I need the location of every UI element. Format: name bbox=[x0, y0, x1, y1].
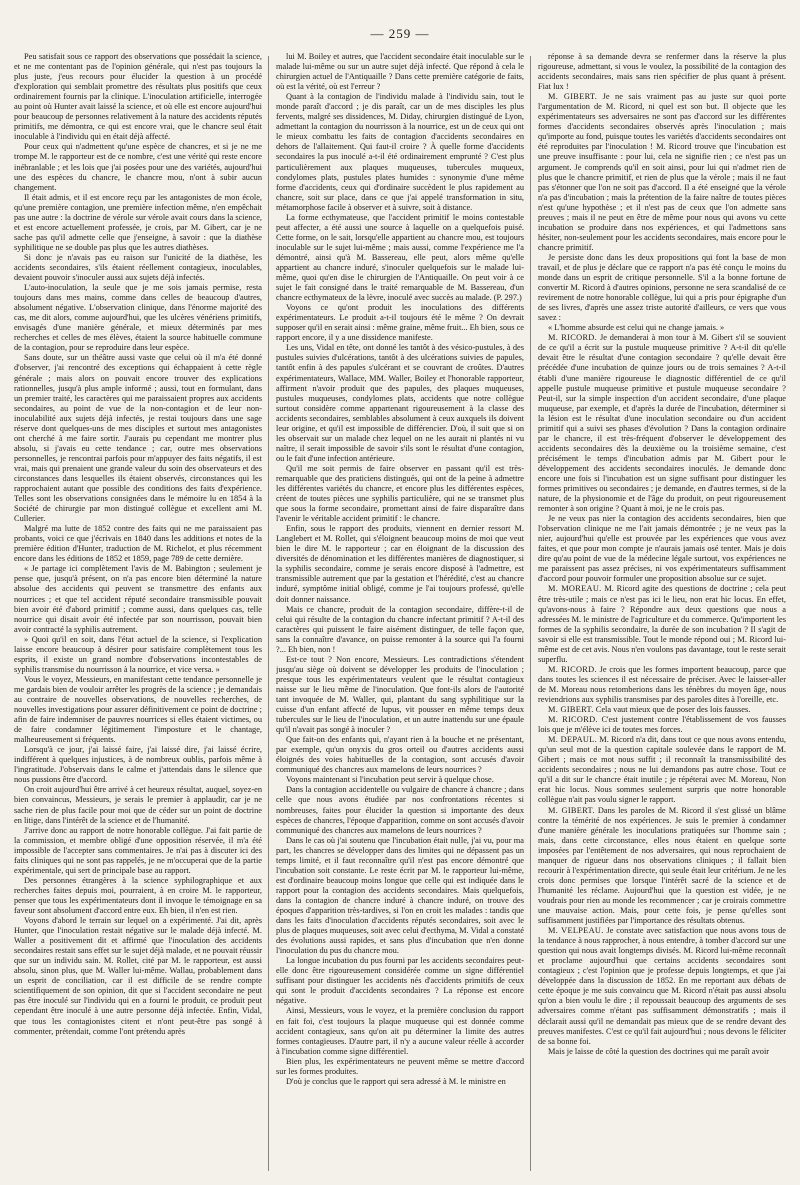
speech-text: Je constate avec satisfaction que nous avons tous de la tendance à nous rapprocher, à nous entendre, à tomber d'accord sur une question qui nous avait longtemps divisés. M. Ricord lui-même reconnaît et proclame aujourd'hui que certains accidents secondaires sont contagieux ; c'est l'opinion que je professe depuis longtemps, et que j'ai développée dans la discussion de 1852. En me reportant aux débats de cette époque je me suis convaincu que M. Ricord n'était pas aussi absolu qu'on a bien voulu le dire ; il repoussait beaucoup des arguments de ses adversaires comme n'étant pas suffisamment démonstratifs ; mais il déclarait aussi qu'il ne demandait pas mieux que de se rendre devant des preuves manifestes. C'est ce qu'il fait aujourd'hui ; nous devons le féliciter de sa bonne foi. bbox=[538, 926, 786, 1046]
middle-column bbox=[276, 52, 524, 1177]
dialogue-paragraph bbox=[538, 735, 786, 805]
dialogue-paragraph bbox=[538, 333, 786, 514]
paragraph: Des personnes étrangères à la science syphilographique et aux recherches faites depuis moi, pourraient, à en croire M. le rapporteur, penser que tous les expérimentateurs dont il invoque le témoignage en sa faveur sont absolument d'accord entre eux. Eh bien, il n'en est rien. bbox=[14, 875, 262, 915]
speaker-name: M. GIBERT. bbox=[548, 92, 598, 102]
speech-text: Je ne veux pas nier la contagion des accidents secondaires, bien que l'observation clinique ne me l'ait jamais démontrée ; je ne veux pas la nier, aujourd'hui qu'elle est prouvée par les expériences que vous avez faites, et que pour mon compte je n'aurais jamais osé tenter. Mais je dois dire qu'au point de vue de la médecine légale surtout, vos expériences ne me paraissent pas assez précises, ni vos expérimentateurs suffisamment d'accord pour pouvoir formuler une proposition absolue sur ce sujet. bbox=[538, 514, 786, 584]
left-column bbox=[14, 52, 262, 1177]
dialogue-paragraph bbox=[538, 665, 786, 705]
paragraph: Dans le cas où j'ai soutenu que l'incubation était nulle, j'ai vu, pour ma part, les chancres se développer dans des limites qui ne dépassent pas un temps limité, et il faut reconnaître qu'il n'est pas encore démontré que l'incubation soit constante. Le reste écrit par M. le rapporteur lui-même, est d'ordinaire beaucoup moins longue que celle qui est indiquée dans le rapport pour la contagion des accidents secondaires. Mais quelquefois, dans la contagion de chancre induré à chancre induré, on trouve des époques d'apparition très-tardives, si l'on en croit les malades : tandis que dans les faits d'inoculation d'accidents réputés secondaires, soit avec le plus de plaques muqueuses, soit avec celui d'ecthyma, M. Vidal a constaté des évolutions aussi rapides, et sans plus d'incubation que n'en donne l'inoculation du pus du chancre mou. bbox=[276, 835, 524, 956]
paragraph: J'arrive donc au rapport de notre honorable collègue. J'ai fait partie de la commission, et membre obligé d'une opposition réservée, il m'a été impossible de l'accepter sans commentaires. Je n'ai pas à discuter ici des faits cliniques qui ne sont pas rappelés, je ne m'occuperai que de la partie expérimentale, qui sert de principale base au rapport. bbox=[14, 825, 262, 875]
paragraph: Pour ceux qui n'admettent qu'une espèce de chancres, et si je ne me trompe M. le rapporteur est de ce nombre, c'est une vérité qui reste encore inébranlable ; et les lois que j'ai posées pour une des variétés, aujourd'hui une des espèces du chancre, le chancre mou, n'ont à subir aucun changement. bbox=[14, 142, 262, 192]
paragraph: Enfin, sous le rapport des produits, viennent en dernier ressort M. Langlebert et M. Rollet, qui s'éloignent beaucoup moins de moi que veut bien le dire M. le rapporteur ; car en éloignant de la discussion des diversités de dénomination et les différentes manières de diagnostiquer, si la syphilis secondaire, comme je serais encore disposé à l'admettre, est transmissible autrement que par la gestation et l'hérédité, c'est au chancre induré, symptôme initial obligé, comme je l'ai toujours professé, qu'elle doit donner naissance. bbox=[276, 524, 524, 604]
speech-text: Dans les paroles de M. Ricord il s'est glissé un blâme contre la témérité de nos expériences. Je suis le premier à condamner d'une manière générale les inoculations pratiquées sur l'homme sain ; mais, dans cette circonstance, elles nous étaient en quelque sorte imposées par l'entêtement de nos adversaires, qui nous reprochaient de manquer de rigueur dans nos observations cliniques ; il fallait bien recourir à l'expérimentation directe, qui seule était leur critérium. Je ne les crois donc permises que lorsque l'intérêt sacré de la science et de l'humanité les réclame. Aujourd'hui que la question est vidée, je ne voudrais pour rien au monde les recommencer ; car je croirais commettre une mauvaise action. Mais, pour cette fois, je pense qu'elles sont suffisamment justifiées par l'importance des résultats obtenus. bbox=[538, 805, 786, 926]
paragraph: Les uns, Vidal en tête, ont donné les tantôt à des vésico-pustules, à des pustules suivies d'ulcérations, tantôt à des ulcérations suivies de papules, tantôt enfin à des papules s'ulcérant et se couvrant de croûtes. D'autres expérimentateurs, Wallace, MM. Waller, Boiley et l'honorable rapporteur, affirment n'avoir produit que des papules, des plaques muqueuses, pustules muqueuses, condylomes plats, accidents que notre collègue surtout considère comme appartenant rigoureusement à la classe des accidents secondaires, semblables absolument à ceux auxquels ils doivent leur origine, et qu'il est impossible de différencier. D'où, il suit que si on les observait sur un malade chez lequel on ne les aurait ni plantés ni vu naître, il serait impossible de savoir s'ils sont le résultat d'une contagion, ou le fait d'une infection antérieure. bbox=[276, 343, 524, 463]
paragraph: Qu'il me soit permis de faire observer en passant qu'il est très-remarquable que des praticiens distingués, qui ont de la peine à admettre les différentes variétés du chancre, et encore plus les différentes espèces, créent de toutes pièces une syphilis particulière, qui ne se transmet plus que sous la forme secondaire, promettant ainsi de faire disparaître dans l'avenir le véritable accident primitif : le chancre. bbox=[276, 463, 524, 524]
paragraph: Peu satisfait sous ce rapport des observations que possédait la science, et ne me contentant pas de l'opinion générale, qui n'est pas toujours la plus juste, j'eus recours pour élucider la question à un procédé d'exploration qui semblait promettre des résultats plus positifs que ceux ordinairement fournis par la clinique. L'inoculation artificielle, interrogée au point où Hunter avait laissé la science, et où elle est encore aujourd'hui pour beaucoup de personnes relativement à la nature des accidents réputés primitifs, me démontra, ce qui est encore vrai, que le chancre seul était inoculable à l'individu qui en était déjà affecté. bbox=[14, 52, 262, 142]
dialogue-paragraph bbox=[538, 514, 786, 584]
paragraph: L'auto-inoculation, la seule que je me sois jamais permise, resta toujours dans mes mains, comme dans celles de beaucoup d'autres, absolument négative. L'observation clinique, dans l'énorme majorité des cas, me dit alors, comme aujourd'hui, que les ulcères vénériens primitifs, envisagés d'une manière générale, et mieux déterminés par mes recherches et celles de mes élèves, étaient la source habituelle commune de la contagion, pour se reproduire dans leur espèce. bbox=[14, 283, 262, 353]
paragraph: Il était admis, et il est encore reçu par les antagonistes de mon école, qu'une première contagion, une première infection même, n'en empêchait pas une autre : la doctrine de vérole sur vérole avait cours dans la science, et est encore actuellement professée, je crois, par M. Gibert, car je ne sache pas qu'il admette celle que j'enseigne, à savoir : que la diathèse syphilitique ne se double pas plus que les autres diathèses. bbox=[14, 192, 262, 252]
paragraph: Mais ce chancre, produit de la contagion secondaire, diffère-t-il de celui qui résulte de la contagion du chancre infectant primitif ? A-t-il des caractères qui puissent le faire aisément distinguer, de telle façon que, sans la connaître d'avance, on puisse remonter à la source qui l'a fourni ?... Eh bien, non ! bbox=[276, 604, 524, 654]
dialogue-paragraph bbox=[538, 1047, 786, 1057]
speech-text: M. Ricord agite des questions de doctrine ; cela peut être très-utile ; mais ce n'est pas ici le lieu, non erat hic locus. En effet, qu'avons-nous à faire ? Répondre aux deux questions que nous a adressées M. le ministre de l'agriculture et du commerce. Qu'importent les formes de la syphilis secondaire, la durée de son incubation ? Il s'agit de savoir si elle est transmissible. Tout le monde répond oui ; M. Ricord lui-même est de cet avis. Nous n'en voulons pas davantage, tout le reste serait superflu. bbox=[538, 584, 786, 664]
speech-text: Je demanderai à mon tour à M. Gibert s'il se souvient de ce qu'il a écrit sur la pustule muqueuse primitive ? A-t-il dit qu'elle devait être le résultat d'une contagion secondaire ? qu'elle devait être précédée d'une incubation de quinze jours ou de trois semaines ? A-t-il établi d'une manière rigoureuse le diagnostic différentiel de ce qu'il appelle pustule muqueuse primitive et pustule muqueuse secondaire ? Peut-il, sur la simple inspection d'un accident secondaire, d'une plaque muqueuse, par exemple, et d'après la durée de l'incubation, déterminer si la lésion est le résultat d'une inoculation secondaire ou d'un accident primitif qui a suivi ses phases d'évolution ? Dans la contagion ordinaire par le chancre, il est très-fréquent d'observer le développement des accidents secondaires dès la deuxième ou la troisième semaine, c'est précisément le temps d'incubation admis par M. Gibert pour le développement des accidents secondaires inoculés. Je demande donc encore une fois si l'incubation est un signe suffisant pour distinguer les formes primitives ou secondaires ; je demande, en d'autres termes, si de la nature, de la physionomie et de l'âge du produit, on peut rigoureusement remonter à son origine ? Quant à moi, je ne le crois pas. bbox=[538, 333, 786, 514]
speech-text: Mais je laisse de côté la question des doctrines qui me paraît avoir bbox=[548, 1046, 770, 1056]
dialogue-paragraph bbox=[538, 705, 786, 715]
paragraph: La longue incubation du pus fourni par les accidents secondaires peut-elle donc être rigoureusement considérée comme un signe différentiel suffisant pour distinguer les accidents nés d'accidents primitifs de ceux qui sont le produit d'accidents secondaires ? La réponse est encore négative. bbox=[276, 956, 524, 1006]
speaker-name: M. GIBERT. bbox=[548, 705, 594, 715]
page-number: — 259 — bbox=[370, 26, 430, 41]
speech-text: C'est justement contre l'établissement de vos fausses lois que je m'élève ici de toutes mes forces. bbox=[538, 715, 786, 735]
speaker-name: M. GIBERT. bbox=[548, 805, 595, 815]
paragraph: Malgré ma lutte de 1852 contre des faits qui ne me paraissaient pas probants, voici ce que j'écrivais en 1840 dans les additions et notes de la première édition d'Hunter, traduction de M. Richelot, et plus récemment encore dans les éditions de 1852 et 1859, page 789 de cette dernière. bbox=[14, 524, 262, 564]
speech-text: Cela vaut mieux que de poser des lois fausses. bbox=[595, 705, 751, 715]
paragraph: On croit aujourd'hui être arrivé à cet heureux résultat, auquel, soyez-en bien convaincus, Messieurs, je serais le premier à applaudir, car je ne sache rien de plus facile pour moi que de céder sur un point de doctrine en litige, dans l'intérêt de la science et de l'humanité. bbox=[14, 785, 262, 825]
paragraph: réponse à sa demande devra se renfermer dans la réserve la plus rigoureuse, admettant, si vous le voulez, la possibilité de la contagion des accidents secondaires, mais sans rien spécifier de plus quant à présent. Fiat lux ! bbox=[538, 52, 786, 92]
speech-text: Je persiste donc dans les deux propositions qui font la base de mon travail, et de plus je déclare que ce rapport n'a pas été conçu le moins du monde dans un esprit de critique personnelle. S'il a la bonne fortune de convertir M. Ricord à d'autres opinions, personne ne sera scandalisé de ce revirement de notre honorable collègue, lui qui a pris pour épigraphe d'un de ses livres, d'après une assez triste autorité d'ailleurs, ce vers que vous savez : bbox=[538, 252, 786, 323]
paragraph: lui M. Boiley et autres, que l'accident secondaire était inoculable sur le malade lui-même ou sur un autre sujet déjà infecté. Que répond à cela le chirurgien actuel de l'Antiquaille ? Dans cette première catégorie de faits, où est la vérité, où est l'erreur ? bbox=[276, 52, 524, 92]
paragraph: Sans doute, sur un théâtre aussi vaste que celui où il m'a été donné d'observer, j'ai rencontré des exceptions qui échappaient à cette règle générale ; mais alors on pouvait encore trouver des explications rationnelles, jusqu'à plus ample informé ; aussi, tout en formulant, dans un premier traité, les caractères qui me paraissaient propres aux accidents secondaires, au point de vue de la non-contagion et de leur non-inoculabilité aux sujets déjà infectés, je restai toujours dans une sage réserve dont quelques-uns de mes disciples et surtout mes antagonistes ont cherché à me faire sortir. J'aurais pu cependant me montrer plus absolu, si j'avais eu cette tendance ; car, outre mes observations personnelles, je rencontrai parfois pour m'appuyer des faits négatifs, il est vrai, mais qui prenaient une grande valeur du soin des observateurs et des circonstances dans lesquelles ils étaient observés, circonstances qui les rapprochaient autant que possible des conditions des faits d'expérience. Telles sont les observations consignées dans le mémoire lu en 1854 à la Société de chirurgie par mon distingué collègue et excellent ami M. Cullerier. bbox=[14, 353, 262, 524]
paragraph: Bien plus, les expérimentateurs ne peuvent même se mettre d'accord sur les formes produites. bbox=[276, 1056, 524, 1076]
paragraph: Lorsqu'à ce jour, j'ai laissé faire, j'ai laissé dire, j'ai laissé écrire, indifférent à quelques injustices, à de nombreux oublis, parfois même à l'ingratitude. J'observais dans le calme et j'attendais dans le silence que nous pussions être d'accord. bbox=[14, 745, 262, 785]
speech-text: M. Ricord n'a dit, dans tout ce que nous avons entendu, qu'un seul mot de la question capitale soulevée dans le rapport de M. Gibert ; mais ce mot nous suffit ; il reconnaît la transmissibilité des accidents secondaires ; nous ne lui demandons pas autre chose. Tout ce qu'il a dit sur le chancre était inutile ; je répéterai avec M. Moreau, Non erat hic locus. Nous sommes seulement surpris que notre honorable collègue n'ait pas voulu signer le rapport. bbox=[538, 735, 786, 805]
dialogue-paragraph bbox=[538, 715, 786, 735]
paragraph: Que fait-on des enfants qui, n'ayant rien à la bouche et ne présentant, par exemple, qu'un onyxis du gros orteil ou d'autres accidents aussi éloignés des voies habituelles de la contagion, sont accusés d'avoir communiqué des chancres aux mamelons de leurs nourrices ? bbox=[276, 735, 524, 775]
paragraph: Est-ce tout ? Non encore, Messieurs. Les contradictions s'étendent jusqu'au siège où doivent se développer les produits de l'inoculation ; presque tous les expérimentateurs veulent que le résultat contagieux naisse sur le lieu même de l'inoculation. Que font-ils alors de l'autorité tant invoquée de M. Waller, qui, plantant du sang syphilitique sur la cuisse d'un enfant affecté de lupus, vit pousser en même temps deux tubercules sur le lieu de l'inoculation, et un autre inattendu sur une épaule qu'il n'avait pas songé à inoculer ? bbox=[276, 654, 524, 735]
right-column bbox=[538, 52, 786, 1177]
paragraph: Ainsi, Messieurs, vous le voyez, et la première conclusion du rapport en fait foi, c'est toujours la plaque muqueuse qui est donnée comme accident contagieux, sans qu'on ait pu déterminer la limite des autres formes contagieuses. D'autre part, il n'y a aucune valeur réelle à accorder à l'incubation comme signe différentiel. bbox=[276, 1006, 524, 1056]
paragraph: La forme ecthymateuse, que l'accident primitif le moins contestable peut affecter, a été aussi une source à laquelle on a quelquefois puisé. Cette forme, on le sait, lorsqu'elle appartient au chancre mou, est toujours inoculable sur le sujet lui-même ; mais aussi, comme l'expérience me l'a démontré, ainsi qu'à M. Bassereau, elle peut, alors même qu'elle appartient au chancre induré, s'inoculer quelquefois sur le malade lui-même, quoi qu'en dise le chirurgien de l'Antiquaille. On peut voir à ce sujet le fait consigné dans le traité remarquable de M. Bassereau, d'un chancre ecthymateux de la lèvre, inoculé avec succès au malade. (P. 297.) bbox=[276, 212, 524, 303]
dialogue-paragraph bbox=[538, 806, 786, 927]
speech-text: « L'homme absurde est celui qui ne change jamais. » bbox=[548, 323, 725, 333]
speaker-name: M. RICORD. bbox=[548, 715, 598, 725]
speaker-name: M. RICORD. bbox=[548, 333, 598, 343]
paragraph: Si donc je n'avais pas eu raison sur l'unicité de la diathèse, les accidents secondaires, s'ils étaient réellement contagieux, inoculables, devaient pouvoir s'inoculer aussi aux sujets déjà infectés. bbox=[14, 252, 262, 283]
speaker-name: M. MOREAU. bbox=[548, 584, 602, 594]
dialogue-paragraph bbox=[538, 323, 786, 333]
column-divider-left bbox=[268, 56, 269, 1171]
paragraph: Voyons maintenant si l'incubation peut servir à quelque chose. bbox=[286, 775, 494, 785]
speech-text: Je crois que les formes importent beaucoup, parce que dans toutes les sciences il est nécessaire de préciser. Avec le laisser-aller de M. Moreau nous retomberions dans les ténèbres du moyen âge, nous reviendrions aux syphilis transmises par des paroles dites à l'oreille, etc. bbox=[538, 664, 786, 704]
paragraph: Vous le voyez, Messieurs, en manifestant cette tendance personnelle je me gardais bien de vouloir arrêter les progrès de la science ; je demandais au contraire de nouvelles observations, de nouvelles recherches, de nouvelles investigations pour assurer définitivement ce point de doctrine ; afin de faire indemniser de pauvres nourrices si elles étaient victimes, ou de faire condamner légitimement l'imposture et le chantage, malheureusement si fréquents. bbox=[14, 674, 262, 745]
paragraph: Voyons ce qu'ont produit les inoculations des différents expérimentateurs. Le produit a-t-il toujours été le même ? On devrait supposer qu'il en serait ainsi : même graine, même fruit... Eh bien, sous ce rapport encore, il y a une dissidence manifeste. bbox=[276, 303, 524, 343]
paragraph: Quant à la contagion de l'individu malade à l'individu sain, tout le monde paraît d'accord ; je dis paraît, car un de mes disciples les plus fervents, malgré ses dissidences, M. Diday, chirurgien distingué de Lyon, admettant la contagion du nourrisson à la nourrice, est un de ceux qui ont le mieux combattu les faits de contagion d'accidents secondaires en dehors de l'allaitement. Qui faut-il croire ? À quelle forme d'accidents secondaires la pus inoculé a-t-il été ordinairement emprunté ? C'est plus particulièrement aux plaques muqueuses, tubercules muqueux, condylomes plats, pustules plates humides : synonymie d'une même forme d'accidents, ceux qui d'ordinaire succèdent le plus rapidement au chancre, soit sur place, dans ce que j'ai appelé transformation in situ, métamorphose facile à observer et à suivre, soit à distance. bbox=[276, 92, 524, 212]
paragraph: « Je partage ici complètement l'avis de M. Babington ; seulement je pense que, jusqu'à présent, on n'a pas encore bien déterminé la nature absolue des accidents qui peuvent se transmettre des enfants aux nourrices ; et que tel accident réputé secondaire transmissible pouvait bien avoir été d'abord primitif ; comme aussi, dans quelques cas, telle nourrice qui disait avoir été infectée par son nourrisson, pouvait bien avoir contracté la syphilis autrement. bbox=[14, 564, 262, 634]
dialogue-paragraph bbox=[538, 92, 786, 253]
dialogue-paragraph bbox=[538, 926, 786, 1047]
paragraph: » Quoi qu'il en soit, dans l'état actuel de la science, si l'explication laisse encore beaucoup à désirer pour satisfaire complètement tous les esprits, il existe un grand nombre d'observations incontestables de syphilis transmise du nourrisson à la nourrice, et vice versa. » bbox=[14, 634, 262, 674]
paragraph: Dans la contagion accidentelle ou vulgaire de chancre à chancre ; dans celle que nous avons étudiée par nos confrontations récentes si nombreuses, faites pour élucider la question si importante des deux espèces de chancres, l'époque d'apparition, comme on sont accusés d'avoir communiqué des chancres aux mamelons de leurs nourrices ? bbox=[276, 785, 524, 835]
speech-text: Je ne sais vraiment pas au juste sur quoi porte l'argumentation de M. Ricord, ni quel est son but. Il objecte que les expérimentateurs ses adversaires ne sont pas d'accord sur les différentes formes d'accidents secondaires observés après l'inoculation ; mais qu'importe au fond, puisque toutes les variétés d'accidents secondaires ont été reproduites par l'inoculation ! M. Ricord trouve que l'incubation est une preuve insuffisante : pour lui, cela ne signifie rien ; ce n'est pas un argument. Je comprends qu'il en soit ainsi, pour lui qui n'admet rien de plus que le chancre primitif, et rien de plus que la vérole ; mais il ne faut pas s'étonner que l'on ne soit pas d'accord. Il a été enseigné que la vérole n'a pas d'incubation ; mais la prétention de la faire naître de toutes pièces n'est qu'une hypothèse ; et il n'est pas de ceux que l'on admette sans preuves ; mais il ne peut en être de même pour nous qui avons vu cette incubation se produire dans nos expériences, et qui l'admettons sans hésiter, non-seulement pour les accidents secondaires, mais encore pour le chancre primitif. bbox=[538, 92, 786, 252]
column-divider-right bbox=[530, 56, 531, 1171]
dialogue-paragraph bbox=[538, 253, 786, 323]
paragraph: Voyons d'abord le terrain sur lequel on a expérimenté. J'ai dit, après Hunter, que l'inoculation restait négative sur le malade déjà infecté. M. Waller a positivement dit et affirmé que l'inoculation des accidents secondaires restait sans effet sur le sujet déjà malade, et ne pouvait réussir que sur un individu sain. M. Rollet, cité par M. le rapporteur, est aussi absolu, sinon plus, que M. Waller lui-même. Wallau, probablement dans un esprit de conciliation, car il est difficile de se rendre compte scientifiquement de son opinion, dit que si l'accident secondaire ne peut pas être inoculé sur l'individu qui en a fourni le produit, ce produit peut cependant être inoculé à une autre personne déjà infectée. Enfin, Vidal, que tous les contagionistes citent et n'ont peut-être pas songé à commenter, prétendait, comme l'ont prétendu après bbox=[14, 916, 262, 1036]
speaker-name: M. VELPEAU. bbox=[548, 926, 604, 936]
dialogue-paragraph bbox=[538, 584, 786, 664]
paragraph: D'où je conclus que le rapport qui sera adressé à M. le ministre en bbox=[286, 1076, 506, 1086]
speaker-name: M. RICORD. bbox=[548, 664, 597, 674]
speaker-name: M. DEPAUL. bbox=[548, 735, 598, 745]
